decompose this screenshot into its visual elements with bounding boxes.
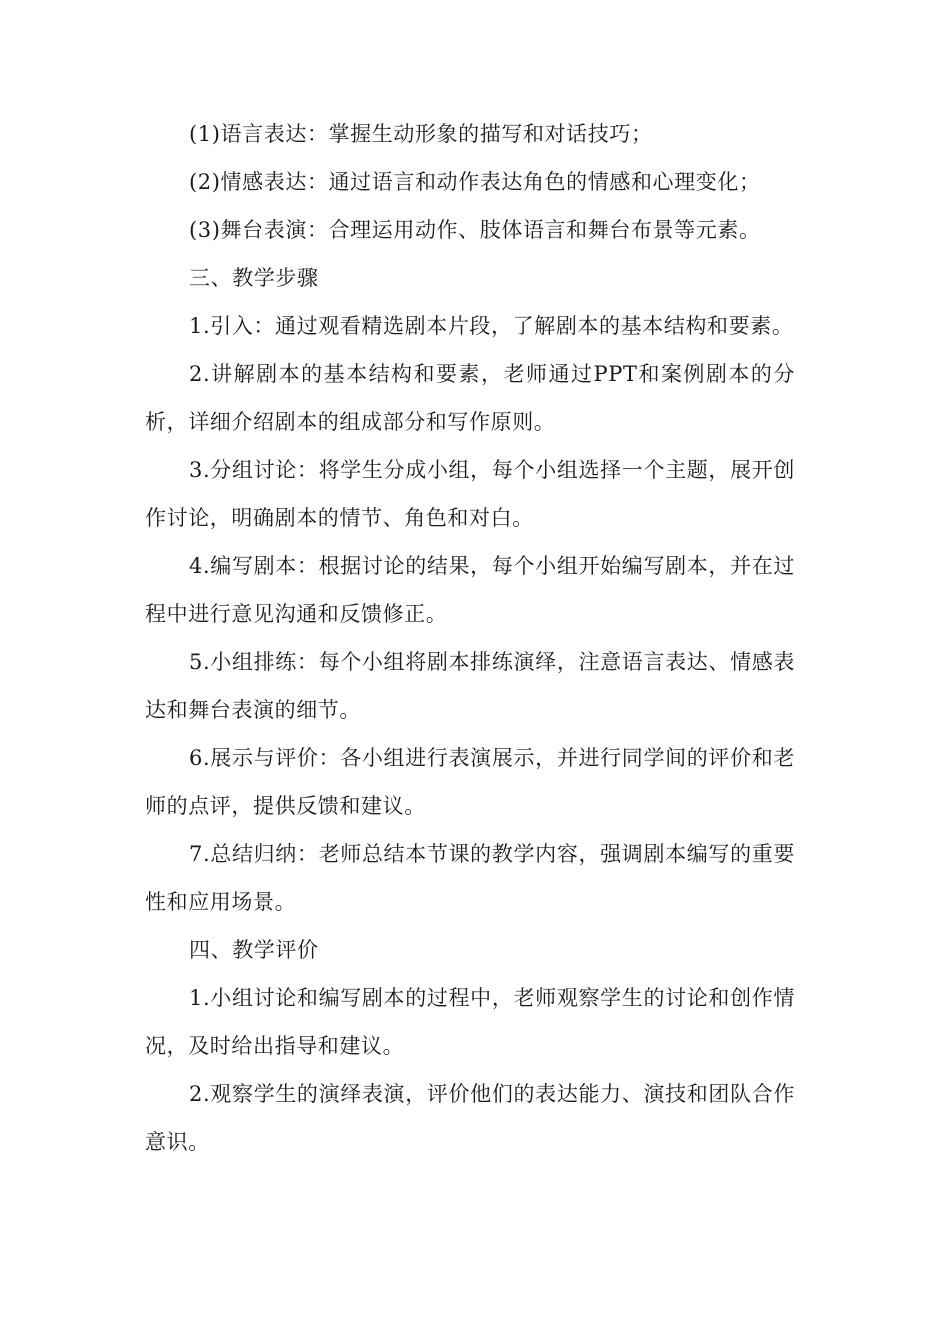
paragraph-stage-performance: (3)舞台表演：合理运用动作、肢体语言和舞台布景等元素。	[189, 218, 761, 242]
paragraph-language-expression: (1)语言表达：掌握生动形象的描写和对话技巧；	[189, 122, 653, 146]
paragraph-step-3: 3.分组讨论：将学生分成小组，每个小组选择一个主题，展开创作讨论，明确剧本的情节、角色和对白。	[145, 458, 795, 530]
paragraph-evaluation-1: 1.小组讨论和编写剧本的过程中，老师观察学生的讨论和创作情况，及时给出指导和建议。	[145, 986, 795, 1058]
section-heading-teaching-evaluation: 四、教学评价	[189, 938, 319, 962]
paragraph-step-5: 5.小组排练：每个小组将剧本排练演绎，注意语言表达、情感表达和舞台表演的细节。	[145, 650, 795, 722]
document-body	[145, 110, 795, 1166]
paragraph-step-1: 1.引入：通过观看精选剧本片段，了解剧本的基本结构和要素。	[189, 314, 794, 338]
paragraph-emotion-expression: (2)情感表达：通过语言和动作表达角色的情感和心理变化；	[189, 170, 761, 194]
paragraph-evaluation-2: 2.观察学生的演绎表演，评价他们的表达能力、演技和团队合作意识。	[145, 1082, 795, 1154]
paragraph-step-4: 4.编写剧本：根据讨论的结果，每个小组开始编写剧本，并在过程中进行意见沟通和反馈修正。	[145, 554, 795, 626]
section-heading-teaching-steps: 三、教学步骤	[189, 266, 319, 290]
paragraph-step-6: 6.展示与评价：各小组进行表演展示，并进行同学间的评价和老师的点评，提供反馈和建议。	[145, 746, 795, 818]
paragraph-step-2: 2.讲解剧本的基本结构和要素，老师通过PPT和案例剧本的分析，详细介绍剧本的组成部分和写作原则。	[145, 362, 795, 434]
paragraph-step-7: 7.总结归纳：老师总结本节课的教学内容，强调剧本编写的重要性和应用场景。	[145, 842, 795, 914]
